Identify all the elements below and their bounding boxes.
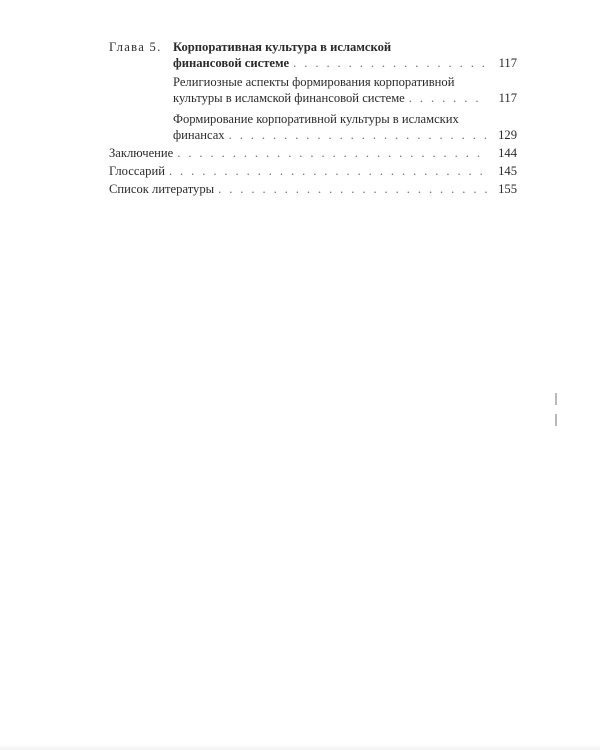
dot-leader (169, 163, 487, 179)
scan-artifact-mark (555, 393, 557, 405)
section-1-line-2-text: культуры в исламской финансовой системе (173, 91, 405, 105)
toc-entry-conclusion (109, 145, 517, 161)
section-1-line-2 (173, 90, 517, 106)
page-bottom-edge (0, 744, 600, 750)
toc-section-2 (173, 111, 517, 143)
entry-title: Список литературы (109, 182, 215, 196)
section-2-page-number: 129 (498, 128, 517, 142)
chapter-title-line-2 (173, 55, 517, 71)
dot-leader (293, 55, 487, 71)
entry-page-number: 145 (498, 164, 517, 178)
section-2-line-1: Формирование корпоративной культуры в исламских (173, 112, 459, 126)
section-2-line-2 (173, 127, 517, 143)
dot-leader (177, 145, 487, 161)
section-1-line-1: Религиозные аспекты формирования корпоративной (173, 75, 455, 89)
chapter-title-line-2-text: финансовой системе (173, 56, 290, 70)
section-2-line-2-text: финансах (173, 128, 225, 142)
section-1-page-number: 117 (498, 91, 517, 105)
dot-leader (218, 181, 487, 197)
entry-title: Заключение (109, 146, 174, 160)
toc-entry-bibliography (109, 181, 517, 197)
toc-chapter-5 (109, 39, 517, 143)
dot-leader (229, 127, 487, 143)
chapter-page-number: 117 (498, 56, 517, 70)
scan-artifact-mark (555, 414, 557, 426)
dot-leader (409, 90, 487, 106)
chapter-title-line-1: Корпоративная культура в исламской (173, 40, 392, 54)
entry-page-number: 155 (498, 182, 517, 196)
toc-section-1 (173, 74, 517, 106)
table-of-contents (109, 39, 517, 197)
toc-entry-glossary (109, 163, 517, 179)
entry-title: Глоссарий (109, 164, 165, 178)
chapter-number: Глава 5. (109, 40, 162, 54)
chapter-body (173, 39, 517, 143)
entry-page-number: 144 (498, 146, 517, 160)
